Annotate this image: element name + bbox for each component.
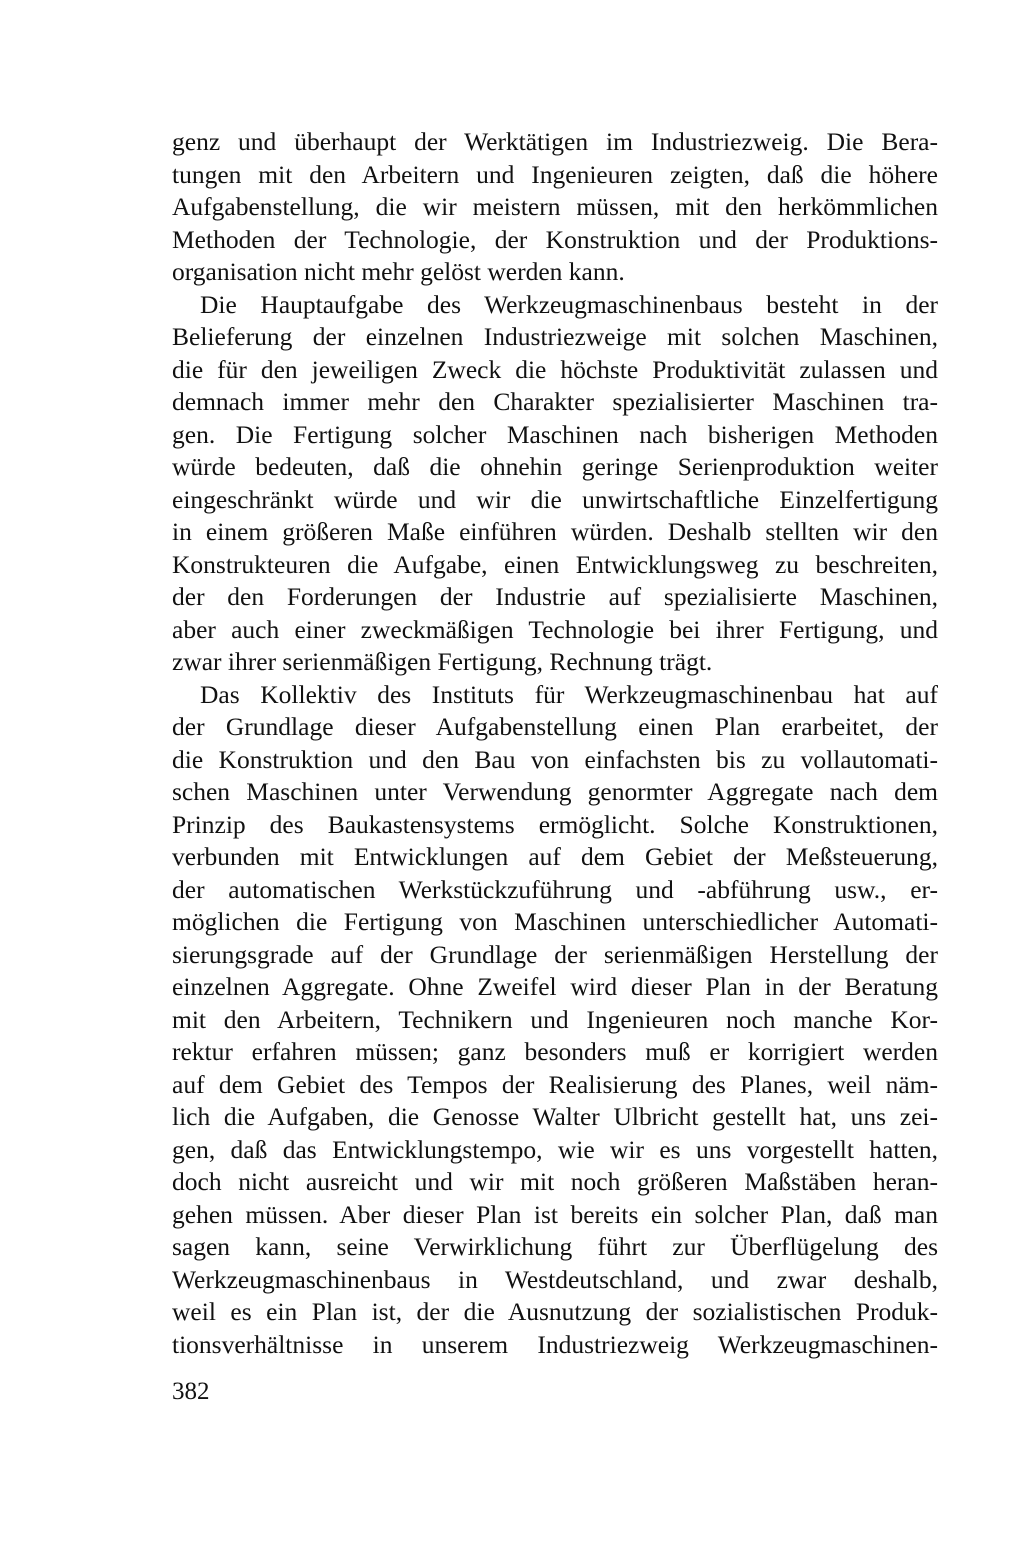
text-line: auf dem Gebiet des Tempos der Realisierung des Planes, weil näm- (172, 1069, 938, 1099)
text-line: die für den jeweiligen Zweck die höchste Produktivität zulassen und (172, 354, 938, 384)
text-line: aber auch einer zweckmäßigen Technologie bei ihrer Fertigung, und (172, 614, 938, 644)
text-line: Methoden der Technologie, der Konstruktion und der Produktions- (172, 224, 938, 254)
text-line: eingeschränkt würde und wir die unwirtschaftliche Einzelfertigung (172, 484, 938, 514)
text-line: Das Kollektiv des Instituts für Werkzeugmaschinenbau hat auf (200, 679, 938, 709)
body-text (172, 126, 938, 1361)
page-number: 382 (172, 1378, 210, 1405)
text-line: tungen mit den Arbeitern und Ingenieuren zeigten, daß die höhere (172, 159, 938, 189)
text-line: Werkzeugmaschinenbaus in Westdeutschland, und zwar deshalb, (172, 1264, 938, 1294)
text-line: doch nicht ausreicht und wir mit noch größeren Maßstäben heran- (172, 1167, 938, 1196)
text-line: die Konstruktion und den Bau von einfachsten bis zu vollautomati- (172, 744, 938, 774)
text-line: der den Forderungen der Industrie auf spezialisierte Maschinen, (172, 582, 938, 611)
text-line: organisation nicht mehr gelöst werden kann. (172, 257, 625, 286)
text-line: würde bedeuten, daß die ohnehin geringe Serienproduktion weiter (172, 452, 938, 481)
text-line: weil es ein Plan ist, der die Ausnutzung der sozialistischen Produk- (172, 1297, 938, 1326)
text-line: rektur erfahren müssen; ganz besonders muß er korrigiert werden (172, 1037, 938, 1066)
text-line: Konstrukteuren die Aufgabe, einen Entwicklungsweg zu beschreiten, (172, 549, 938, 579)
text-line: möglichen die Fertigung von Maschinen unterschiedlicher Automati- (172, 907, 938, 936)
text-line: Belieferung der einzelnen Industriezweige mit solchen Maschinen, (172, 322, 938, 351)
text-line: Prinzip des Baukastensystems ermöglicht. Solche Konstruktionen, (172, 809, 938, 839)
text-line: gen. Die Fertigung solcher Maschinen nach bisherigen Methoden (172, 419, 938, 449)
text-line: gehen müssen. Aber dieser Plan ist bereits ein solcher Plan, daß man (172, 1199, 938, 1229)
text-line: Aufgabenstellung, die wir meistern müssen, mit den herkömmlichen (172, 192, 938, 221)
text-line: sagen kann, seine Verwirklichung führt zur Überflügelung des (172, 1232, 938, 1261)
text-line: tionsverhältnisse in unserem Industriezweig Werkzeugmaschinen- (172, 1329, 938, 1359)
text-line: zwar ihrer serienmäßigen Fertigung, Rechnung trägt. (172, 647, 713, 676)
text-line: demnach immer mehr den Charakter spezialisierter Maschinen tra- (172, 387, 938, 416)
text-line: in einem größeren Maße einführen würden. Deshalb stellten wir den (172, 517, 938, 546)
text-line: genz und überhaupt der Werktätigen im Industriezweig. Die Bera- (172, 127, 938, 156)
text-line: schen Maschinen unter Verwendung genormter Aggregate nach dem (172, 777, 938, 806)
text-line: der automatischen Werkstückzuführung und -abführung usw., er- (172, 874, 938, 904)
text-line: verbunden mit Entwicklungen auf dem Gebiet der Meßsteuerung, (172, 842, 938, 871)
text-line: einzelnen Aggregate. Ohne Zweifel wird dieser Plan in der Beratung (172, 972, 938, 1001)
text-line: mit den Arbeitern, Technikern und Ingenieuren noch manche Kor- (172, 1004, 938, 1034)
text-line: lich die Aufgaben, die Genosse Walter Ulbricht gestellt hat, uns zei- (172, 1102, 938, 1131)
text-line: sierungsgrade auf der Grundlage der serienmäßigen Herstellung der (172, 939, 938, 969)
text-line: gen, daß das Entwicklungstempo, wie wir es uns vorgestellt hatten, (172, 1134, 938, 1164)
text-line: der Grundlage dieser Aufgabenstellung einen Plan erarbeitet, der (172, 712, 938, 741)
text-line: Die Hauptaufgabe des Werkzeugmaschinenbaus besteht in der (200, 289, 938, 319)
